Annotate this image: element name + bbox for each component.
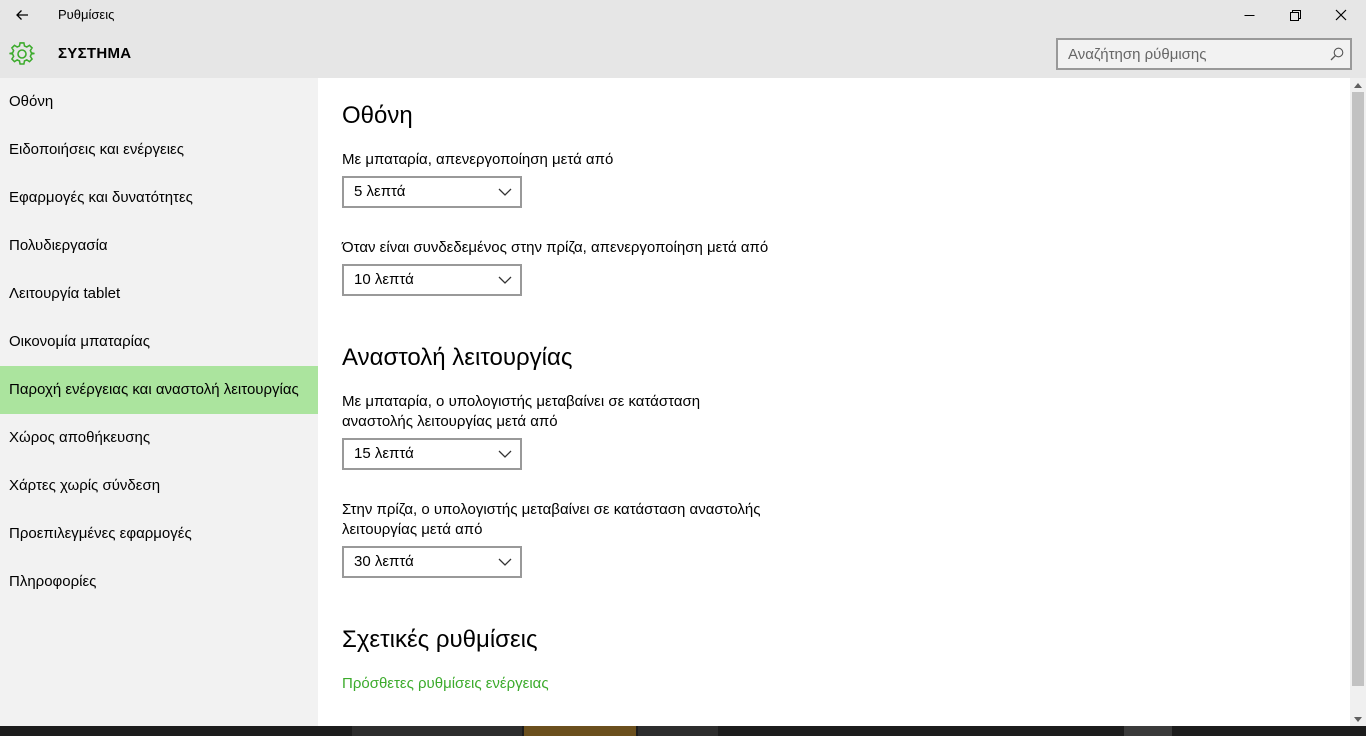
sleep-battery-label-line2: αναστολής λειτουργίας μετά από [342,413,558,430]
minimize-button[interactable] [1226,0,1272,30]
restore-button[interactable] [1272,0,1318,30]
dropdown-value: 15 λεπτά [354,445,414,462]
chevron-down-icon [498,275,512,285]
settings-header [0,30,1366,78]
sidebar-item-notifications[interactable]: Ειδοποιήσεις και ενέργειες [9,141,184,158]
taskbar [0,726,1366,736]
arrow-down-icon [1354,717,1362,722]
sidebar [0,78,318,726]
taskbar-app[interactable] [524,726,636,736]
sidebar-item-battery-saver[interactable]: Οικονομία μπαταρίας [9,333,150,350]
main-content [318,78,1350,726]
sleep-heading: Αναστολή λειτουργίας [342,344,573,371]
restore-icon [1290,10,1301,21]
section-title: ΣΥΣΤΗΜΑ [58,45,132,62]
search-icon[interactable] [1330,47,1344,61]
sleep-battery-dropdown[interactable] [342,438,522,470]
back-button[interactable] [0,0,44,30]
gear-icon [9,41,35,67]
sidebar-item-apps-features[interactable]: Εφαρμογές και δυνατότητες [9,189,193,206]
dropdown-value: 5 λεπτά [354,183,406,200]
close-button[interactable] [1318,0,1364,30]
sidebar-item-storage[interactable]: Χώρος αποθήκευσης [9,429,151,446]
screen-plugged-label: Όταν είναι συνδεδεμένος στην πρίζα, απενεργοποίηση μετά από [342,239,769,256]
sidebar-item-about[interactable]: Πληροφορίες [9,573,97,590]
scrollbar-thumb[interactable] [1352,92,1364,686]
screen-plugged-dropdown[interactable] [342,264,522,296]
additional-power-settings-link[interactable]: Πρόσθετες ρυθμίσεις ενέργειας [342,675,549,692]
screen-heading: Οθόνη [342,102,413,129]
related-settings-heading: Σχετικές ρυθμίσεις [342,626,538,653]
title-bar [0,0,1366,30]
chevron-down-icon [498,449,512,459]
window-title: Ρυθμίσεις [58,7,115,22]
taskbar-app[interactable] [1124,726,1172,736]
sleep-plugged-label-line2: λειτουργίας μετά από [342,521,483,538]
sleep-battery-label-line1: Με μπαταρία, ο υπολογιστής μεταβαίνει σε κατάσταση [342,393,701,410]
sidebar-item-multitasking[interactable]: Πολυδιεργασία [9,237,108,254]
dropdown-value: 30 λεπτά [354,553,414,570]
back-arrow-icon [15,9,29,21]
chevron-down-icon [498,557,512,567]
sidebar-item-offline-maps[interactable]: Χάρτες χωρίς σύνδεση [9,477,161,494]
screen-battery-label: Με μπαταρία, απενεργοποίηση μετά από [342,151,614,168]
scroll-down-button[interactable] [1350,712,1366,726]
sleep-plugged-dropdown[interactable] [342,546,522,578]
chevron-down-icon [498,187,512,197]
sidebar-item-default-apps[interactable]: Προεπιλεγμένες εφαρμογές [9,525,192,542]
scroll-up-button[interactable] [1350,78,1366,92]
minimize-icon [1244,10,1255,21]
taskbar-app[interactable] [638,726,718,736]
search-input[interactable] [1058,40,1328,68]
sidebar-item-display[interactable]: Οθόνη [9,93,54,110]
vertical-scrollbar[interactable] [1350,78,1366,726]
sidebar-item-power-sleep[interactable]: Παροχή ενέργειας και αναστολή λειτουργίας [0,366,318,414]
dropdown-value: 10 λεπτά [354,271,414,288]
screen-battery-dropdown[interactable] [342,176,522,208]
sleep-plugged-label-line1: Στην πρίζα, ο υπολογιστής μεταβαίνει σε κατάσταση αναστολής [342,501,761,518]
sidebar-item-tablet-mode[interactable]: Λειτουργία tablet [9,285,121,302]
arrow-up-icon [1354,83,1362,88]
close-icon [1335,9,1347,21]
search-box[interactable] [1056,38,1352,70]
taskbar-app[interactable] [352,726,522,736]
